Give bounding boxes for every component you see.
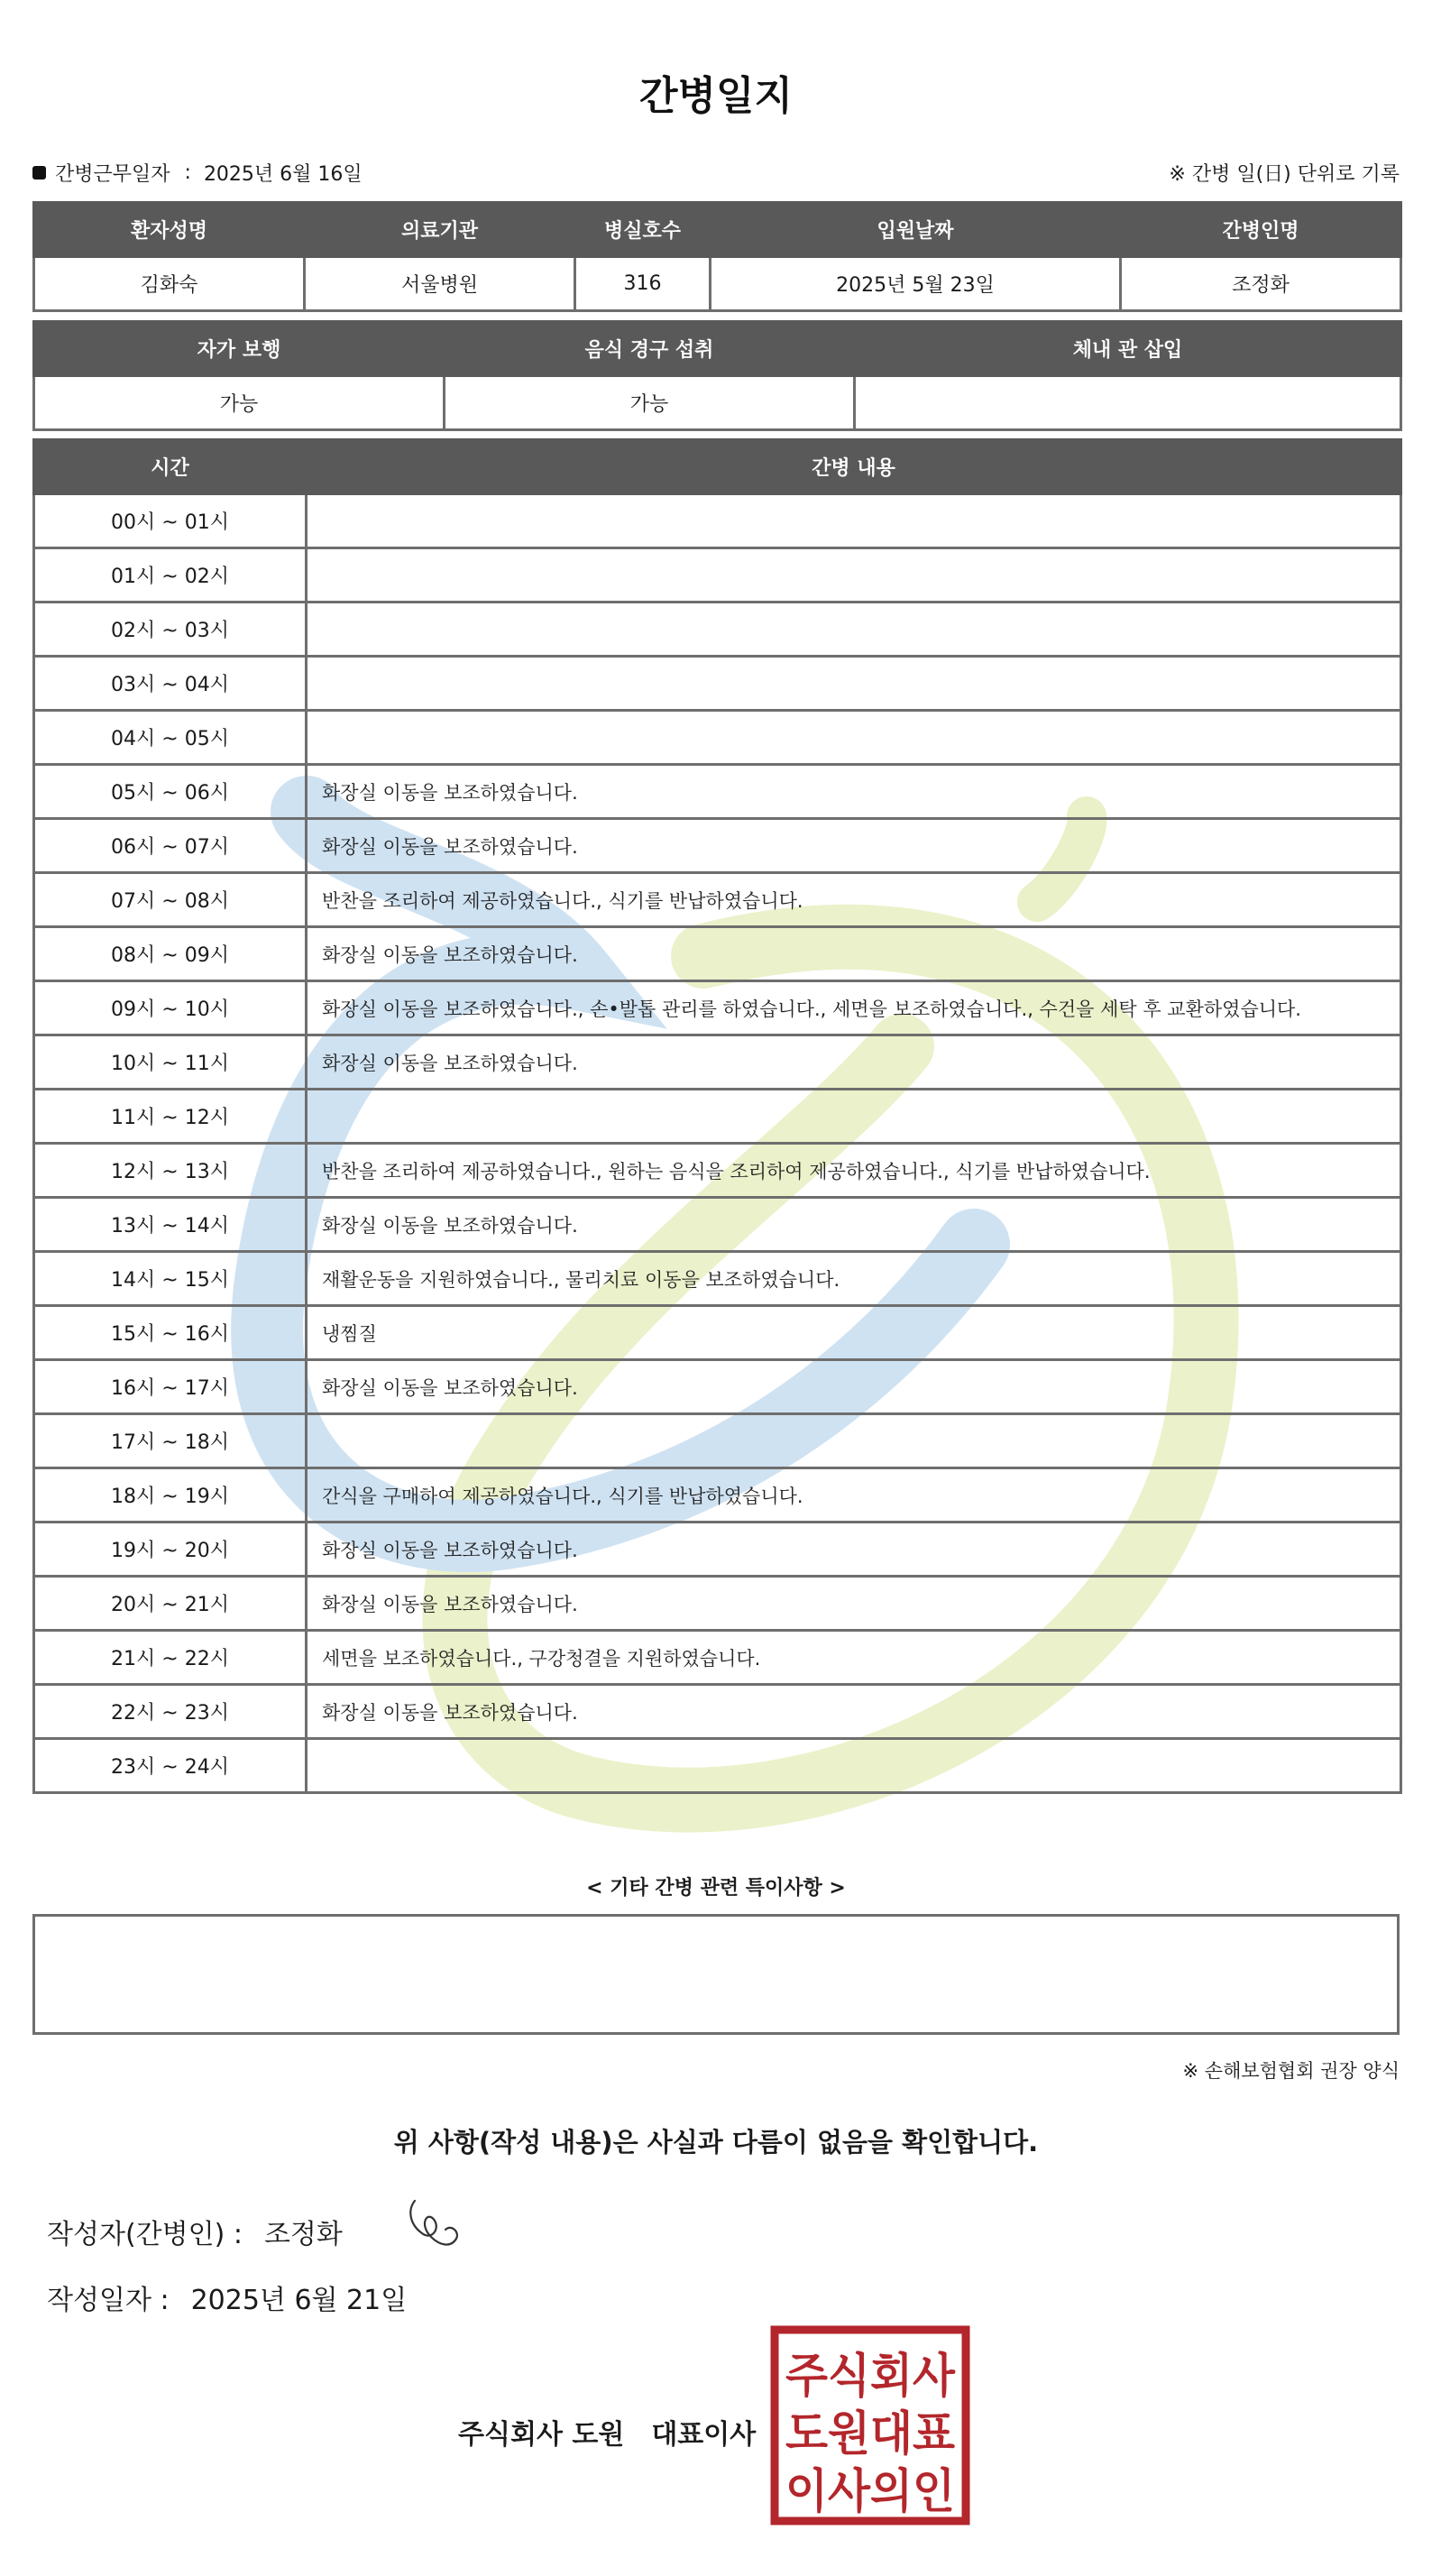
company-name: 주식회사 도원: [458, 2419, 625, 2451]
care-log-content: 화장실 이동을 보조하였습니다.: [307, 1577, 1401, 1631]
care-log-time: 05시 ~ 06시: [34, 765, 307, 819]
care-log-row: [34, 1198, 1401, 1252]
written-date-value: 2025년 6월 21일: [190, 2285, 408, 2316]
care-log-time: 22시 ~ 23시: [34, 1685, 307, 1739]
caregiver-name: 조정화: [1121, 257, 1401, 311]
work-date-separator: :: [184, 161, 191, 184]
care-log-row: [34, 657, 1401, 711]
care-log-time: 04시 ~ 05시: [34, 711, 307, 765]
care-log-content: 화장실 이동을 보조하였습니다.: [307, 1035, 1401, 1090]
care-log-row: [34, 1468, 1401, 1523]
special-notes-box: [32, 1914, 1400, 2035]
document-title: 간병일지: [638, 73, 793, 119]
tube-insertion-value: [855, 376, 1401, 430]
patient-info-value-row: [34, 257, 1401, 311]
header-caregiver-name: 간병인명: [1121, 203, 1401, 257]
care-log-time: 11시 ~ 12시: [34, 1090, 307, 1144]
care-log-row: [34, 711, 1401, 765]
care-log-row: [34, 765, 1401, 819]
care-log-content: 화장실 이동을 보조하였습니다.: [307, 1198, 1401, 1252]
care-log-row: [34, 1739, 1401, 1793]
header-oral-intake: 음식 경구 섭취: [445, 322, 855, 376]
care-log-time: 01시 ~ 02시: [34, 548, 307, 603]
care-log-content: [307, 603, 1401, 657]
form-note: ※ 손해보험협회 권장 양식: [1182, 2060, 1400, 2082]
handwritten-signature: [404, 2194, 467, 2257]
care-log-time: 21시 ~ 22시: [34, 1631, 307, 1685]
care-log-time: 10시 ~ 11시: [34, 1035, 307, 1090]
care-log-row: [34, 981, 1401, 1035]
care-log-row: [34, 927, 1401, 981]
care-log-time: 03시 ~ 04시: [34, 657, 307, 711]
care-log-row: [34, 1306, 1401, 1360]
care-log-content: 세면을 보조하였습니다., 구강청결을 지원하였습니다.: [307, 1631, 1401, 1685]
work-date-value: 2025년 6월 16일: [203, 163, 363, 186]
admission-date: 2025년 5월 23일: [711, 257, 1121, 311]
care-log-row: [34, 873, 1401, 927]
header-tube-insertion: 체내 관 삽입: [855, 322, 1401, 376]
self-walking-value: 가능: [34, 376, 445, 430]
care-log-time: 17시 ~ 18시: [34, 1414, 307, 1468]
care-log-content: [307, 1414, 1401, 1468]
care-log-content: 재활운동을 지원하였습니다., 물리치료 이동을 보조하였습니다.: [307, 1252, 1401, 1306]
writer-line: [47, 2212, 343, 2251]
care-log-content: 화장실 이동을 보조하였습니다.: [307, 1360, 1401, 1414]
writer-label: 작성자(간병인) :: [47, 2219, 243, 2250]
company-seal-stamp: [770, 2325, 970, 2525]
care-log-time: 02시 ~ 03시: [34, 603, 307, 657]
care-log-row: [34, 1144, 1401, 1198]
oral-intake-value: 가능: [445, 376, 855, 430]
care-log-row: [34, 1090, 1401, 1144]
care-log-table: [32, 438, 1402, 1794]
room-number: 316: [575, 257, 711, 311]
header-time: 시간: [34, 440, 307, 494]
care-log-content: 화장실 이동을 보조하였습니다.: [307, 765, 1401, 819]
care-log-content: 화장실 이동을 보조하였습니다.: [307, 1523, 1401, 1577]
care-log-content: 화장실 이동을 보조하였습니다.: [307, 819, 1401, 873]
company-signature: [458, 2412, 756, 2452]
header-admission-date: 입원날짜: [711, 203, 1121, 257]
care-log-content: [307, 494, 1401, 548]
header-patient-name: 환자성명: [34, 203, 305, 257]
care-log-content: [307, 711, 1401, 765]
writer-name: 조정화: [263, 2219, 343, 2250]
ability-value-row: [34, 376, 1401, 430]
care-log-time: 06시 ~ 07시: [34, 819, 307, 873]
patient-name: 김화숙: [34, 257, 305, 311]
care-log-time: 19시 ~ 20시: [34, 1523, 307, 1577]
work-date-line: [32, 159, 1400, 186]
header-hospital: 의료기관: [305, 203, 575, 257]
care-log-row: [34, 1631, 1401, 1685]
care-log-body: [34, 494, 1401, 1793]
care-log-content: [307, 657, 1401, 711]
representative-title: 대표이사: [651, 2419, 757, 2451]
care-log-row: [34, 819, 1401, 873]
care-log-content: 화장실 이동을 보조하였습니다., 손•발톱 관리를 하였습니다., 세면을 보조하였습니다., 수건을 세탁 후 교환하였습니다.: [307, 981, 1401, 1035]
confirmation-statement: 위 사항(작성 내용)은 사실과 다름이 없음을 확인합니다.: [393, 2127, 1039, 2157]
care-log-row: [34, 1252, 1401, 1306]
care-log-row: [34, 1685, 1401, 1739]
patient-info-header-row: [34, 203, 1401, 257]
header-self-walking: 자가 보행: [34, 322, 445, 376]
care-log-time: 12시 ~ 13시: [34, 1144, 307, 1198]
care-log-time: 16시 ~ 17시: [34, 1360, 307, 1414]
care-log-content: [307, 1090, 1401, 1144]
care-log-row: [34, 603, 1401, 657]
care-log-row: [34, 1414, 1401, 1468]
care-log-header-row: [34, 440, 1401, 494]
special-notes-title: < 기타 간병 관련 특이사항 >: [586, 1877, 846, 1900]
care-log-time: 08시 ~ 09시: [34, 927, 307, 981]
care-log-time: 18시 ~ 19시: [34, 1468, 307, 1523]
care-log-content: [307, 548, 1401, 603]
seal-line-1: 주식회사: [785, 2350, 956, 2404]
header-room-number: 병실호수: [575, 203, 711, 257]
seal-line-3: 이사의인: [785, 2465, 955, 2519]
written-date-line: [47, 2277, 407, 2317]
care-log-time: 00시 ~ 01시: [34, 494, 307, 548]
written-date-label: 작성일자 :: [47, 2285, 170, 2316]
work-date: [32, 159, 363, 187]
care-log-content: 반찬을 조리하여 제공하였습니다., 식기를 반납하였습니다.: [307, 873, 1401, 927]
care-log-time: 23시 ~ 24시: [34, 1739, 307, 1793]
care-log-time: 09시 ~ 10시: [34, 981, 307, 1035]
care-log-time: 14시 ~ 15시: [34, 1252, 307, 1306]
care-log-row: [34, 494, 1401, 548]
work-date-label: 간병근무일자: [55, 163, 170, 186]
care-log-row: [34, 1577, 1401, 1631]
care-log-time: 07시 ~ 08시: [34, 873, 307, 927]
care-log-content: 화장실 이동을 보조하였습니다.: [307, 1685, 1401, 1739]
care-log-row: [34, 1035, 1401, 1090]
ability-header-row: [34, 322, 1401, 376]
care-log-time: 20시 ~ 21시: [34, 1577, 307, 1631]
ability-table: [32, 320, 1402, 431]
bullet-square-icon: [32, 166, 46, 179]
hospital-name: 서울병원: [305, 257, 575, 311]
care-log-row: [34, 548, 1401, 603]
care-log-time: 15시 ~ 16시: [34, 1306, 307, 1360]
care-log-content: 화장실 이동을 보조하였습니다.: [307, 927, 1401, 981]
record-note: ※ 간병 일(日) 단위로 기록: [1169, 163, 1400, 186]
care-log-content: 간식을 구매하여 제공하였습니다., 식기를 반납하였습니다.: [307, 1468, 1401, 1523]
patient-info-table: [32, 201, 1402, 312]
header-care-content: 간병 내용: [307, 440, 1401, 494]
care-log-content: [307, 1739, 1401, 1793]
care-log-time: 13시 ~ 14시: [34, 1198, 307, 1252]
seal-line-2: 도원대표: [785, 2407, 955, 2461]
care-log-row: [34, 1360, 1401, 1414]
care-log-row: [34, 1523, 1401, 1577]
care-log-content: 냉찜질: [307, 1306, 1401, 1360]
care-log-content: 반찬을 조리하여 제공하였습니다., 원하는 음식을 조리하여 제공하였습니다., 식기를 반납하였습니다.: [307, 1144, 1401, 1198]
